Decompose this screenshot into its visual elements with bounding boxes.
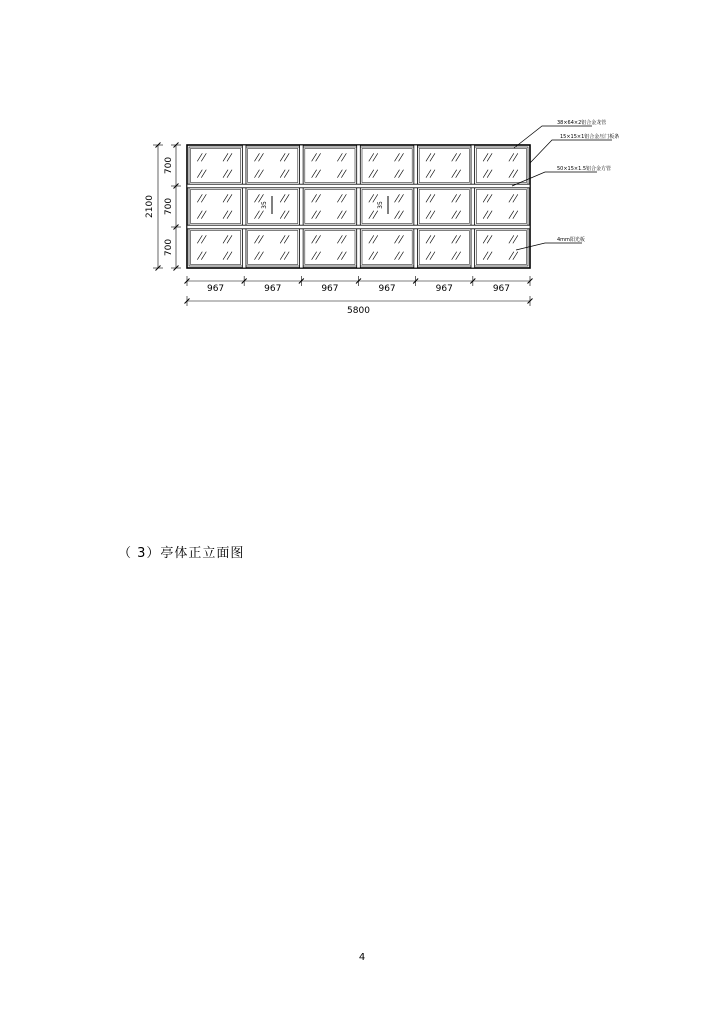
hatch-stroke: [487, 153, 492, 161]
hatch-stroke: [284, 194, 289, 202]
hatch-stroke: [258, 211, 263, 219]
glass-panel: [476, 231, 526, 265]
hatch-stroke: [280, 252, 285, 260]
callout-label: 38×64×2铝合金龙管: [557, 120, 607, 126]
callout-label: 50×15×1.5铝合金方管: [557, 166, 612, 172]
glass-panel: [191, 231, 241, 265]
hatch-stroke: [312, 252, 317, 260]
column-width-label: 967: [435, 284, 453, 294]
hatch-stroke: [337, 153, 342, 161]
hatch-stroke: [395, 252, 400, 260]
hatch-stroke: [487, 235, 492, 243]
hatch-stroke: [513, 153, 518, 161]
hatch-stroke: [341, 170, 346, 178]
hatch-stroke: [399, 211, 404, 219]
hatch-stroke: [456, 252, 461, 260]
hatch-stroke: [369, 211, 374, 219]
hatch-stroke: [197, 252, 202, 260]
hatch-stroke: [280, 153, 285, 161]
center-marks: [261, 196, 388, 214]
hatch-stroke: [337, 235, 342, 243]
glass-panel: [191, 149, 241, 183]
callout-leader: [530, 140, 612, 163]
hatch-stroke: [254, 170, 259, 178]
vertical-mullion: [471, 145, 475, 268]
hatch-stroke: [258, 252, 263, 260]
hatch-stroke: [456, 170, 461, 178]
glass-panel: [248, 149, 298, 183]
hatch-stroke: [509, 153, 514, 161]
hatch-stroke: [369, 194, 374, 202]
hatch-stroke: [254, 194, 259, 202]
hatch-stroke: [316, 235, 321, 243]
hatch-stroke: [483, 252, 488, 260]
hatch-stroke: [513, 170, 518, 178]
hatch-stroke: [337, 194, 342, 202]
hatch-stroke: [223, 252, 228, 260]
hatch-stroke: [227, 170, 232, 178]
glass-panel: [476, 190, 526, 224]
hatch-stroke: [456, 235, 461, 243]
hatch-stroke: [254, 252, 259, 260]
hatch-stroke: [312, 153, 317, 161]
hatch-stroke: [373, 194, 378, 202]
hatch-stroke: [223, 153, 228, 161]
hatch-stroke: [316, 194, 321, 202]
hatch-stroke: [197, 170, 202, 178]
horizontal-transom: [187, 184, 530, 188]
glass-panel: [191, 190, 241, 224]
hatch-stroke: [197, 194, 202, 202]
hatch-stroke: [254, 235, 259, 243]
hatch-stroke: [227, 235, 232, 243]
hatch-stroke: [430, 235, 435, 243]
column-width-label: 967: [378, 284, 396, 294]
hatch-stroke: [312, 194, 317, 202]
glass-panel: [419, 231, 469, 265]
vertical-mullion: [357, 145, 361, 268]
hatch-stroke: [487, 211, 492, 219]
hatch-stroke: [430, 211, 435, 219]
hatch-stroke: [430, 170, 435, 178]
hatch-stroke: [452, 153, 457, 161]
hatch-stroke: [201, 170, 206, 178]
hatch-stroke: [341, 252, 346, 260]
vertical-mullion: [242, 145, 246, 268]
hatch-stroke: [254, 153, 259, 161]
hatch-stroke: [341, 235, 346, 243]
hatch-stroke: [373, 235, 378, 243]
hatch-stroke: [509, 211, 514, 219]
hatch-stroke: [369, 235, 374, 243]
hatch-stroke: [399, 153, 404, 161]
hatch-stroke: [395, 153, 400, 161]
hatch-stroke: [452, 235, 457, 243]
glass-panel: [362, 231, 412, 265]
hatch-stroke: [483, 153, 488, 161]
vertical-mullion: [300, 145, 304, 268]
hatch-stroke: [452, 252, 457, 260]
callout-leader: [516, 243, 582, 250]
hatch-stroke: [509, 170, 514, 178]
hatch-stroke: [373, 170, 378, 178]
page-number: 4: [358, 952, 366, 963]
hatch-stroke: [258, 170, 263, 178]
row-height-label: 700: [164, 197, 174, 216]
hatch-stroke: [513, 235, 518, 243]
hatch-stroke: [395, 211, 400, 219]
hatch-stroke: [254, 211, 259, 219]
hatch-stroke: [284, 252, 289, 260]
center-mark-label: 35: [377, 201, 384, 209]
hatch-stroke: [312, 170, 317, 178]
hatch-stroke: [223, 211, 228, 219]
callout-label: 15×15×1铝合金压门板条: [560, 134, 620, 140]
hatch-stroke: [373, 252, 378, 260]
hatch-stroke: [509, 252, 514, 260]
hatch-stroke: [337, 252, 342, 260]
hatch-stroke: [452, 194, 457, 202]
center-mark-label: 35: [261, 201, 268, 209]
hatch-stroke: [483, 235, 488, 243]
hatch-stroke: [341, 211, 346, 219]
hatch-stroke: [197, 153, 202, 161]
hatch-stroke: [426, 252, 431, 260]
hatch-stroke: [456, 153, 461, 161]
hatch-stroke: [341, 153, 346, 161]
hatch-stroke: [395, 194, 400, 202]
hatch-stroke: [509, 194, 514, 202]
hatch-stroke: [316, 252, 321, 260]
hatch-stroke: [395, 235, 400, 243]
hatch-stroke: [341, 194, 346, 202]
hatch-stroke: [197, 211, 202, 219]
hatch-stroke: [483, 170, 488, 178]
hatch-stroke: [284, 153, 289, 161]
hatch-stroke: [426, 235, 431, 243]
glass-panel: [305, 190, 355, 224]
glass-panel: [305, 149, 355, 183]
hatch-stroke: [513, 252, 518, 260]
hatch-stroke: [223, 170, 228, 178]
figure-caption: （ 3）亭体正立面图: [118, 546, 245, 561]
hatch-stroke: [452, 211, 457, 219]
hatch-stroke: [509, 235, 514, 243]
hatch-stroke: [452, 170, 457, 178]
total-height-label: 2100: [145, 195, 155, 218]
row-height-label: 700: [164, 238, 174, 257]
hatch-stroke: [197, 235, 202, 243]
hatch-stroke: [337, 170, 342, 178]
column-width-label: 967: [264, 284, 282, 294]
hatch-stroke: [227, 194, 232, 202]
hatch-stroke: [373, 211, 378, 219]
hatch-stroke: [399, 252, 404, 260]
hatch-stroke: [258, 194, 263, 202]
hatch-stroke: [483, 194, 488, 202]
hatch-stroke: [227, 211, 232, 219]
column-width-label: 967: [492, 284, 511, 294]
hatch-stroke: [284, 235, 289, 243]
hatch-stroke: [201, 252, 206, 260]
hatch-stroke: [483, 211, 488, 219]
hatch-stroke: [284, 170, 289, 178]
glass-panel: [305, 231, 355, 265]
hatch-stroke: [201, 153, 206, 161]
column-width-label: 967: [321, 284, 339, 294]
hatch-stroke: [399, 235, 404, 243]
glass-panel: [362, 149, 412, 183]
hatch-stroke: [487, 194, 492, 202]
hatch-stroke: [426, 170, 431, 178]
hatch-stroke: [258, 235, 263, 243]
vertical-mullion: [414, 145, 418, 268]
hatch-stroke: [399, 194, 404, 202]
glass-panel: [248, 231, 298, 265]
hatch-stroke: [426, 153, 431, 161]
glass-panel: [476, 149, 526, 183]
hatch-stroke: [258, 153, 263, 161]
hatch-stroke: [395, 170, 400, 178]
hatch-stroke: [487, 252, 492, 260]
hatch-stroke: [426, 194, 431, 202]
hatch-stroke: [280, 211, 285, 219]
hatch-stroke: [456, 211, 461, 219]
hatch-stroke: [312, 211, 317, 219]
horizontal-transom: [187, 225, 530, 229]
hatch-stroke: [430, 194, 435, 202]
glass-panel: [419, 190, 469, 224]
hatch-stroke: [223, 235, 228, 243]
hatch-stroke: [201, 211, 206, 219]
hatch-stroke: [227, 153, 232, 161]
hatch-stroke: [223, 194, 228, 202]
hatch-stroke: [369, 153, 374, 161]
glass-panel-frame: [187, 145, 530, 268]
hatch-stroke: [280, 170, 285, 178]
hatch-stroke: [513, 211, 518, 219]
total-width-label: 5800: [347, 306, 370, 316]
column-width-label: 967: [206, 284, 225, 294]
hatch-stroke: [426, 211, 431, 219]
hatch-stroke: [227, 252, 232, 260]
hatch-stroke: [280, 194, 285, 202]
hatch-stroke: [399, 170, 404, 178]
row-height-label: 700: [164, 156, 174, 175]
hatch-stroke: [430, 252, 435, 260]
glass-panel: [419, 149, 469, 183]
hatch-stroke: [316, 211, 321, 219]
hatch-stroke: [201, 235, 206, 243]
callout-label: 4mm阳光板: [557, 237, 585, 243]
hatch-stroke: [280, 235, 285, 243]
hatch-stroke: [284, 211, 289, 219]
hatch-stroke: [201, 194, 206, 202]
hatch-stroke: [430, 153, 435, 161]
hatch-stroke: [513, 194, 518, 202]
hatch-stroke: [456, 194, 461, 202]
glass-panel: [362, 190, 412, 224]
glass-panel: [248, 190, 298, 224]
hatch-stroke: [312, 235, 317, 243]
hatch-stroke: [316, 153, 321, 161]
hatch-stroke: [487, 170, 492, 178]
hatch-stroke: [337, 211, 342, 219]
hatch-stroke: [373, 153, 378, 161]
hatch-stroke: [316, 170, 321, 178]
hatch-stroke: [369, 252, 374, 260]
hatch-stroke: [369, 170, 374, 178]
